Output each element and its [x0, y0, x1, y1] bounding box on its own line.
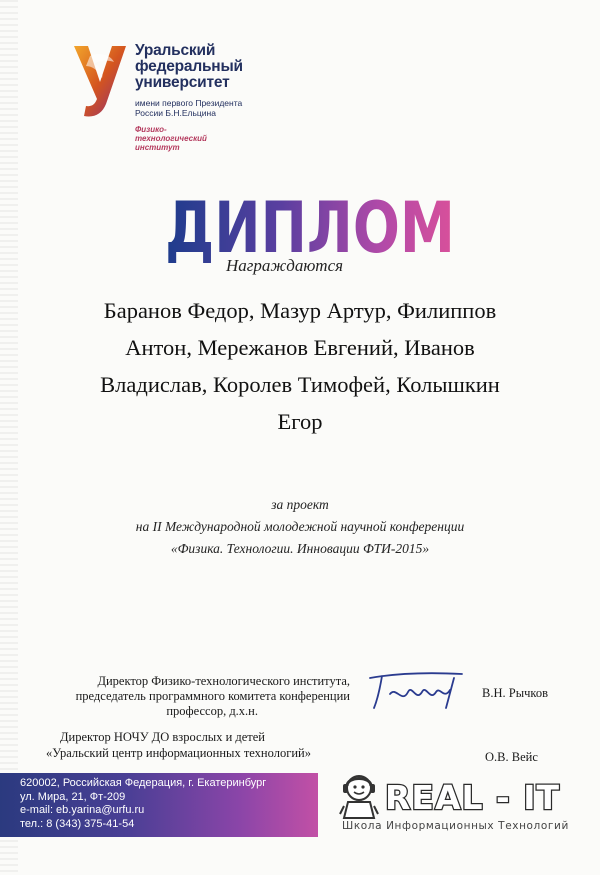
project-description: [60, 494, 540, 560]
project-line: за проект: [271, 497, 329, 512]
signatory-2-name: О.В. Вейс: [485, 750, 538, 764]
realit-logo-subtitle: Школа Информационных Технологий: [342, 820, 569, 832]
recipients-line: Баранов Федор, Мазур Артур, Филиппов: [103, 298, 497, 323]
awarded-label: Награждаются: [226, 256, 344, 275]
urfu-logo-icon: [70, 42, 130, 122]
realit-mascot-icon: [338, 772, 380, 820]
recipients-list: [30, 292, 570, 440]
diploma-title-text: ДИПЛОМ: [165, 187, 455, 266]
university-subtitle-line: России Б.Н.Ельцина: [135, 108, 216, 118]
scan-edge-texture: [0, 0, 18, 875]
signatory-1-title-line: Директор Физико-технологического института,: [97, 674, 350, 688]
signatory-1-name: В.Н. Рычков: [482, 686, 548, 700]
university-subtitle: [135, 98, 305, 118]
signatory-1-title-line: председатель программного комитета конференции: [75, 689, 350, 703]
address-line: e-mail: eb.yarina@urfu.ru: [20, 804, 145, 816]
project-line: на II Международной молодежной научной конференции: [135, 519, 465, 534]
recipients-line: Егор: [277, 409, 323, 434]
signatory-1-title: [30, 674, 350, 719]
institute-name-line: технологический: [135, 134, 207, 143]
contact-address: [20, 777, 310, 831]
university-subtitle-line: имени первого Президента: [135, 98, 243, 108]
signatory-2-title-line: Директор НОЧУ ДО взрослых и детей: [60, 730, 265, 744]
signatory-2-title-line: «Уральский центр информационных технологий»: [46, 746, 311, 760]
signatory-2-title: [46, 729, 356, 761]
university-name-line: университет: [135, 74, 230, 91]
university-name-line: Уральский: [135, 42, 216, 59]
university-name: [135, 43, 295, 91]
institute-name-line: институт: [135, 143, 180, 152]
recipients-line: Владислав, Королев Тимофей, Колышкин: [100, 372, 500, 397]
handwritten-signature-icon: [362, 668, 472, 713]
address-line: тел.: 8 (343) 375-41-54: [20, 817, 135, 830]
address-line: ул. Мира, 21, Фт-209: [20, 790, 126, 803]
signatory-1-title-line: профессор, д.х.н.: [166, 704, 258, 718]
diploma-title: [160, 186, 460, 266]
institute-name: [135, 125, 255, 152]
project-line: «Физика. Технологии. Инновации ФТИ-2015»: [170, 541, 430, 556]
realit-logo-text: REAL - IT: [385, 778, 560, 817]
recipients-line: Антон, Мережанов Евгений, Иванов: [125, 335, 475, 360]
address-line: 620002, Российская Федерация, г. Екатеринбург: [20, 777, 267, 789]
university-name-line: федеральный: [135, 58, 243, 75]
institute-name-line: Физико-: [135, 125, 167, 134]
